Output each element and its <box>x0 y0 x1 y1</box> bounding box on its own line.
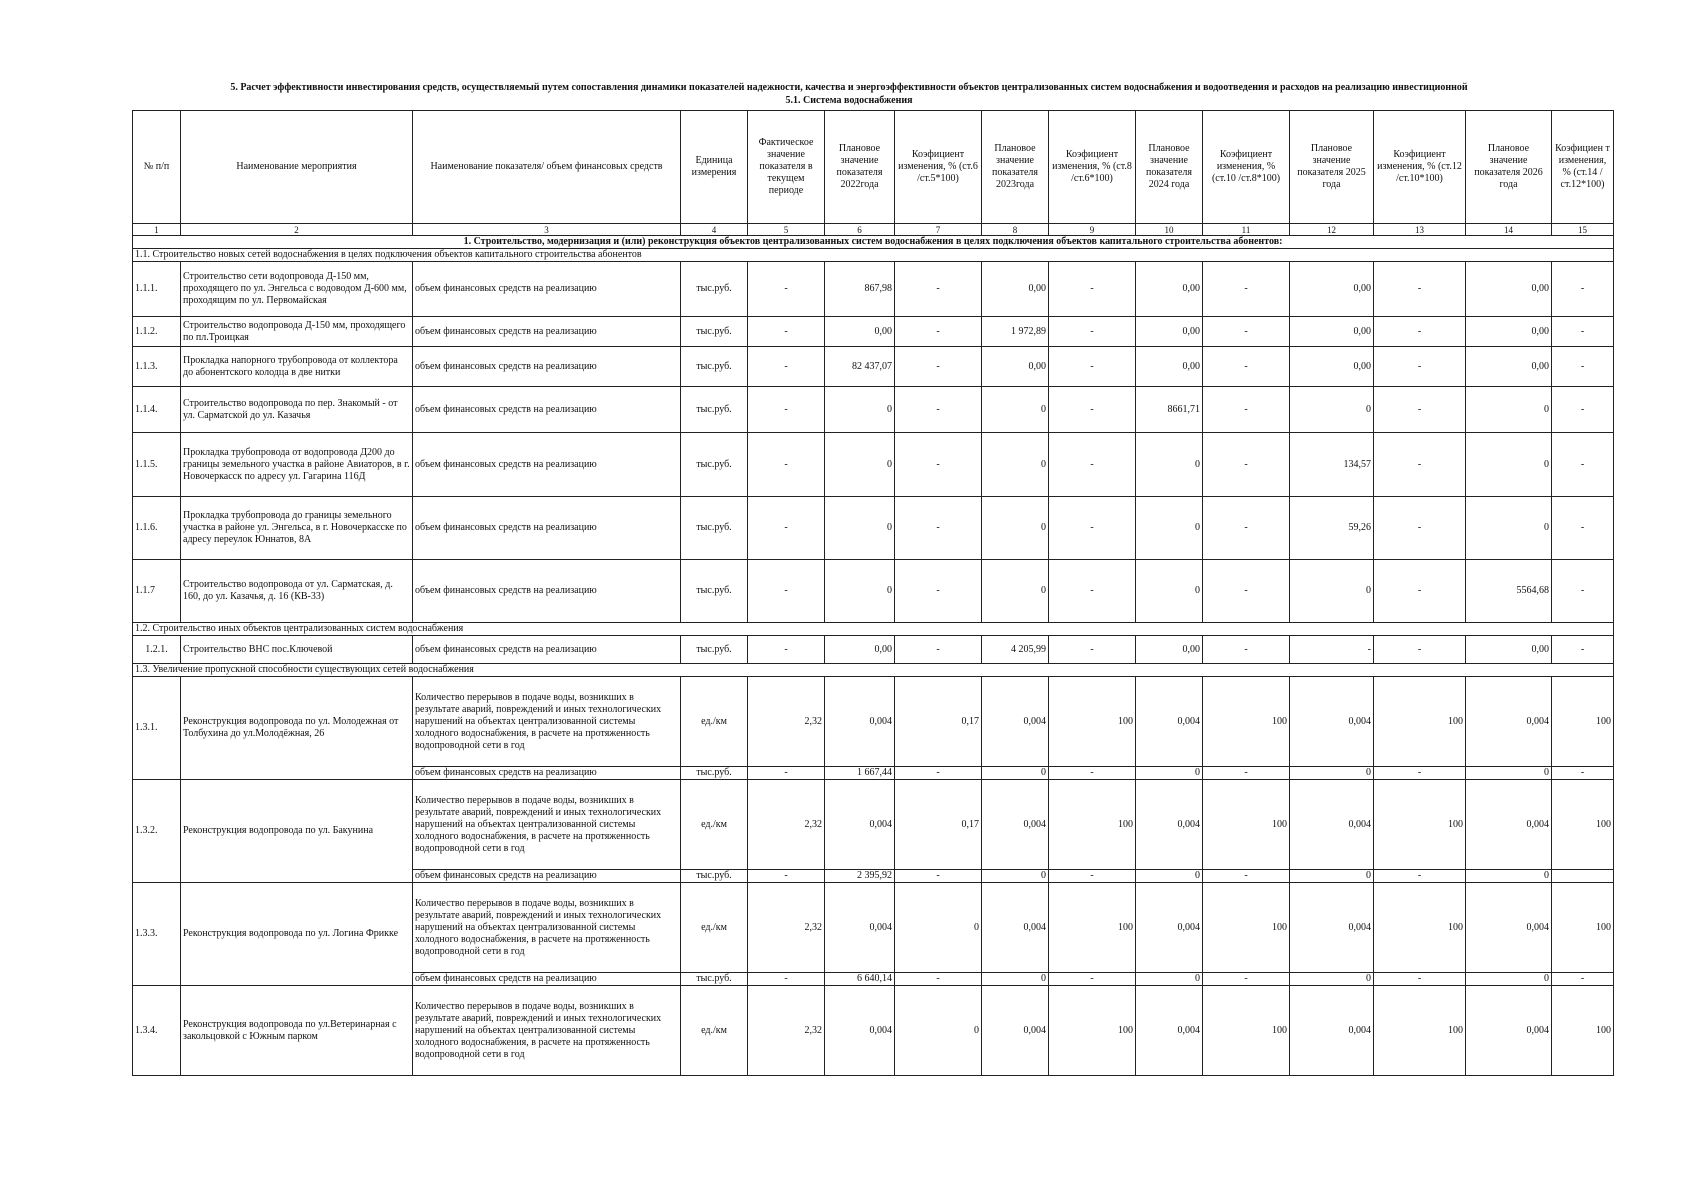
unit: тыс.руб. <box>681 262 748 317</box>
column-header: Коэфициен т изменения, % (ст.14 /ст.12*100) <box>1552 111 1614 224</box>
measure-name: Реконструкция водопровода по ул. Молодежная от Толбухина до ул.Молодёжная, 26 <box>181 677 413 780</box>
value-cell: 0 <box>1136 973 1203 986</box>
value-cell: 0 <box>982 973 1049 986</box>
value-cell: 0 <box>895 986 982 1076</box>
unit: ед./км <box>681 883 748 973</box>
measure-name: Реконструкция водопровода по ул.Ветеринарная с закольцовкой с Южным парком <box>181 986 413 1076</box>
value-cell: - <box>1374 973 1466 986</box>
value-cell: - <box>1552 767 1614 780</box>
section-subtitle: 5.1. Система водоснабжения <box>785 95 913 106</box>
value-cell: 100 <box>1203 883 1290 973</box>
unit: ед./км <box>681 780 748 870</box>
value-cell: - <box>1203 433 1290 497</box>
subsection-row <box>133 664 1614 677</box>
value-cell: - <box>1049 636 1136 664</box>
value-cell: 0,00 <box>1466 636 1552 664</box>
value-cell: 0,004 <box>1136 883 1203 973</box>
value-cell: 100 <box>1049 883 1136 973</box>
indicator-name: Количество перерывов в подаче воды, возникших в результате аварий, повреждений и иных технологических нарушений на объектах централизованной системы холодного водоснабжения, в расчете на протяженность водопроводной сети в год <box>413 883 681 973</box>
value-cell: 0,004 <box>1290 883 1374 973</box>
value-cell: 100 <box>1374 677 1466 767</box>
value-cell: 8661,71 <box>1136 387 1203 433</box>
value-cell: - <box>1374 767 1466 780</box>
value-cell: - <box>748 387 825 433</box>
subsection-row <box>133 249 1614 262</box>
measure-name: Прокладка напорного трубопровода от коллектора до абонентского колодца в две нитки <box>181 347 413 387</box>
measure-row <box>133 677 1614 767</box>
row-number: 1.1.3. <box>133 347 181 387</box>
value-cell: 0,004 <box>982 780 1049 870</box>
value-cell: 0,00 <box>1136 347 1203 387</box>
measure-name: Прокладка трубопровода от водопровода Д200 до границы земельного участка в районе Авиаторов, в г. Новочеркасск по адресу ул. Гагарина 116Д <box>181 433 413 497</box>
value-cell: - <box>1203 560 1290 623</box>
value-cell: - <box>1049 497 1136 560</box>
value-cell: - <box>1374 433 1466 497</box>
value-cell: 100 <box>1374 780 1466 870</box>
value-cell: 0,00 <box>1466 347 1552 387</box>
column-header: Наименование мероприятия <box>181 111 413 224</box>
value-cell: 0 <box>1466 870 1552 883</box>
value-cell: - <box>1203 767 1290 780</box>
row-number: 1.1.4. <box>133 387 181 433</box>
value-cell: - <box>1552 497 1614 560</box>
value-cell: 5564,68 <box>1466 560 1552 623</box>
value-cell: - <box>1552 433 1614 497</box>
value-cell: 0 <box>982 560 1049 623</box>
value-cell: 100 <box>1049 986 1136 1076</box>
value-cell: - <box>1552 262 1614 317</box>
value-cell: 0 <box>1136 560 1203 623</box>
value-cell: 2 395,92 <box>825 870 895 883</box>
value-cell: 100 <box>1374 883 1466 973</box>
measure-row <box>133 560 1614 623</box>
indicator-name: объем финансовых средств на реализацию <box>413 560 681 623</box>
value-cell: - <box>1049 767 1136 780</box>
value-cell: 0 <box>825 497 895 560</box>
value-cell: - <box>895 636 982 664</box>
value-cell: - <box>1203 262 1290 317</box>
value-cell: - <box>895 347 982 387</box>
value-cell: - <box>1374 387 1466 433</box>
unit: тыс.руб. <box>681 347 748 387</box>
measure-name: Строительство водопровода по пер. Знакомый - от ул. Сарматской до ул. Казачья <box>181 387 413 433</box>
unit: тыс.руб. <box>681 870 748 883</box>
value-cell: - <box>1203 347 1290 387</box>
value-cell: - <box>1374 636 1466 664</box>
measure-row <box>133 317 1614 347</box>
unit: тыс.руб. <box>681 560 748 623</box>
value-cell: 0,004 <box>825 677 895 767</box>
measure-name: Прокладка трубопровода до границы земельного участка в районе ул. Энгельса, в г. Новочеркасске по адресу переулок Юннатов, 8А <box>181 497 413 560</box>
column-header: Плановое значение показателя 2023года <box>982 111 1049 224</box>
value-cell: - <box>895 262 982 317</box>
column-header: Коэфициент изменения, % (ст.8 /ст.6*100) <box>1049 111 1136 224</box>
value-cell: 0 <box>1290 767 1374 780</box>
value-cell: 100 <box>1049 677 1136 767</box>
value-cell: - <box>895 870 982 883</box>
measure-name: Строительство водопровода Д-150 мм, проходящего по пл.Троицкая <box>181 317 413 347</box>
measure-row <box>133 986 1614 1076</box>
row-number: 1.3.1. <box>133 677 181 780</box>
column-header: Коэфициент изменения, % (ст.10 /ст.8*100) <box>1203 111 1290 224</box>
value-cell: 0 <box>895 883 982 973</box>
value-cell: 0 <box>982 497 1049 560</box>
column-header: Плановое значение показателя 2025 года <box>1290 111 1374 224</box>
value-cell: 0 <box>1136 433 1203 497</box>
column-number: 8 <box>982 224 1049 236</box>
value-cell: 0 <box>1136 870 1203 883</box>
column-number: 6 <box>825 224 895 236</box>
value-cell: - <box>1049 433 1136 497</box>
value-cell: 0,004 <box>1466 883 1552 973</box>
value-cell: 0,00 <box>1466 262 1552 317</box>
value-cell: - <box>1049 262 1136 317</box>
column-header: Коэфициент изменения, % (ст.12 /ст.10*100) <box>1374 111 1466 224</box>
unit: тыс.руб. <box>681 433 748 497</box>
value-cell: - <box>1203 636 1290 664</box>
value-cell: 100 <box>1049 780 1136 870</box>
value-cell: 100 <box>1552 986 1614 1076</box>
row-number: 1.1.7 <box>133 560 181 623</box>
indicator-name: Количество перерывов в подаче воды, возникших в результате аварий, повреждений и иных технологических нарушений на объектах централизованной системы холодного водоснабжения, в расчете на протяженность водопроводной сети в год <box>413 780 681 870</box>
value-cell: - <box>895 317 982 347</box>
value-cell: 0,004 <box>825 780 895 870</box>
value-cell: 0,004 <box>1136 986 1203 1076</box>
column-header: Плановое значение показателя 2022года <box>825 111 895 224</box>
value-cell: 100 <box>1203 677 1290 767</box>
value-cell: 1 972,89 <box>982 317 1049 347</box>
value-cell: 0,00 <box>1466 317 1552 347</box>
value-cell: 100 <box>1552 677 1614 767</box>
unit: тыс.руб. <box>681 497 748 560</box>
row-number: 1.1.1. <box>133 262 181 317</box>
value-cell: - <box>748 433 825 497</box>
indicator-name: объем финансовых средств на реализацию <box>413 433 681 497</box>
value-cell: - <box>1552 387 1614 433</box>
value-cell: 0,00 <box>825 636 895 664</box>
column-number: 11 <box>1203 224 1290 236</box>
value-cell: 2,32 <box>748 883 825 973</box>
value-cell: 0 <box>982 767 1049 780</box>
unit: тыс.руб. <box>681 387 748 433</box>
indicator-name: объем финансовых средств на реализацию <box>413 317 681 347</box>
row-number: 1.1.2. <box>133 317 181 347</box>
value-cell: 2,32 <box>748 986 825 1076</box>
value-cell <box>1552 870 1614 883</box>
measure-name: Строительство ВНС пос.Ключевой <box>181 636 413 664</box>
value-cell: 0 <box>982 387 1049 433</box>
column-header: Фактическое значение показателя в текущем периоде <box>748 111 825 224</box>
value-cell: 0,004 <box>982 883 1049 973</box>
value-cell: - <box>1374 317 1466 347</box>
indicator-name: объем финансовых средств на реализацию <box>413 262 681 317</box>
value-cell: 2,32 <box>748 677 825 767</box>
value-cell: - <box>1374 347 1466 387</box>
value-cell: 0,00 <box>1290 262 1374 317</box>
column-number: 13 <box>1374 224 1466 236</box>
value-cell: - <box>748 317 825 347</box>
value-cell: - <box>1374 497 1466 560</box>
column-number: 15 <box>1552 224 1614 236</box>
value-cell: 0,00 <box>1290 317 1374 347</box>
column-header: № п/п <box>133 111 181 224</box>
measure-row <box>133 497 1614 560</box>
row-number: 1.1.6. <box>133 497 181 560</box>
value-cell: 0,00 <box>982 262 1049 317</box>
value-cell: 0 <box>1466 973 1552 986</box>
value-cell: 1 667,44 <box>825 767 895 780</box>
row-number: 1.2.1. <box>133 636 181 664</box>
measure-row <box>133 347 1614 387</box>
value-cell: - <box>1552 317 1614 347</box>
indicator-name: объем финансовых средств на реализацию <box>413 870 681 883</box>
value-cell: - <box>1049 870 1136 883</box>
value-cell: 0,00 <box>1290 347 1374 387</box>
value-cell: - <box>748 636 825 664</box>
value-cell: 0,004 <box>1466 780 1552 870</box>
value-cell: - <box>1203 317 1290 347</box>
value-cell: 59,26 <box>1290 497 1374 560</box>
value-cell: - <box>1049 317 1136 347</box>
value-cell: 0,004 <box>1290 986 1374 1076</box>
column-number-row <box>133 224 1614 236</box>
unit: ед./км <box>681 986 748 1076</box>
value-cell: 100 <box>1552 780 1614 870</box>
value-cell: 0,00 <box>825 317 895 347</box>
column-number: 5 <box>748 224 825 236</box>
header-row <box>133 111 1614 224</box>
subsection-heading: 1.3. Увеличение пропускной способности существующих сетей водоснабжения <box>133 664 1614 677</box>
indicator-name: объем финансовых средств на реализацию <box>413 973 681 986</box>
value-cell: 100 <box>1203 780 1290 870</box>
value-cell: - <box>1552 560 1614 623</box>
section-row <box>133 236 1614 249</box>
value-cell: - <box>895 387 982 433</box>
value-cell: - <box>1290 636 1374 664</box>
value-cell: 4 205,99 <box>982 636 1049 664</box>
value-cell: 0,00 <box>1136 262 1203 317</box>
indicator-name: Количество перерывов в подаче воды, возникших в результате аварий, повреждений и иных технологических нарушений на объектах централизованной системы холодного водоснабжения, в расчете на протяженность водопроводной сети в год <box>413 677 681 767</box>
value-cell: 0 <box>1466 497 1552 560</box>
column-header: Плановое значение показателя 2026 года <box>1466 111 1552 224</box>
value-cell: 0,004 <box>1290 780 1374 870</box>
value-cell: - <box>748 262 825 317</box>
column-number: 7 <box>895 224 982 236</box>
value-cell: - <box>895 433 982 497</box>
subsection-heading: 1.2. Строительство иных объектов централизованных систем водоснабжения <box>133 623 1614 636</box>
column-header: Наименование показателя/ объем финансовых средств <box>413 111 681 224</box>
value-cell: - <box>895 973 982 986</box>
value-cell: 0 <box>1466 387 1552 433</box>
value-cell: - <box>748 347 825 387</box>
value-cell: - <box>1203 973 1290 986</box>
value-cell: - <box>1049 973 1136 986</box>
column-number: 10 <box>1136 224 1203 236</box>
value-cell: 0,17 <box>895 677 982 767</box>
column-header: Коэфициент изменения, % (ст.6 /ст.5*100) <box>895 111 982 224</box>
value-cell: 0,004 <box>1136 780 1203 870</box>
value-cell: 867,98 <box>825 262 895 317</box>
value-cell: 0 <box>1136 767 1203 780</box>
value-cell: 0,004 <box>1466 986 1552 1076</box>
value-cell: 0 <box>982 433 1049 497</box>
row-number: 1.3.2. <box>133 780 181 883</box>
value-cell: - <box>1049 387 1136 433</box>
section-heading: 1. Строительство, модернизация и (или) реконструкция объектов централизованных систем водоснабжения в целях подключения объектов капитального строительства абонентов: <box>133 236 1614 249</box>
row-number: 1.3.3. <box>133 883 181 986</box>
value-cell: - <box>1552 347 1614 387</box>
value-cell: - <box>1374 560 1466 623</box>
value-cell: 100 <box>1374 986 1466 1076</box>
document-title: 5. Расчет эффективности инвестирования средств, осуществляемый путем сопоставления динамики показателей надежности, качества и энергоэффективности объектов централизованных систем водоснабжения и водоотведения и расходов на реализацию инвестиционной <box>230 82 1468 93</box>
row-number: 1.1.5. <box>133 433 181 497</box>
value-cell: 0 <box>1466 767 1552 780</box>
value-cell: 0 <box>1290 560 1374 623</box>
value-cell: 0,00 <box>1136 636 1203 664</box>
value-cell: - <box>895 767 982 780</box>
value-cell: 0 <box>1290 870 1374 883</box>
value-cell: 100 <box>1203 986 1290 1076</box>
measure-row <box>133 433 1614 497</box>
value-cell: 0 <box>1290 387 1374 433</box>
value-cell: 100 <box>1552 883 1614 973</box>
efficiency-table <box>132 110 1614 1076</box>
value-cell: - <box>1374 262 1466 317</box>
measure-row <box>133 780 1614 870</box>
value-cell: 0 <box>1290 973 1374 986</box>
measure-name: Реконструкция водопровода по ул. Бакунина <box>181 780 413 883</box>
value-cell: - <box>1203 870 1290 883</box>
unit: тыс.руб. <box>681 973 748 986</box>
indicator-name: объем финансовых средств на реализацию <box>413 767 681 780</box>
measure-row <box>133 883 1614 973</box>
value-cell: - <box>748 497 825 560</box>
value-cell: 134,57 <box>1290 433 1374 497</box>
value-cell: - <box>895 497 982 560</box>
value-cell: 0,004 <box>1136 677 1203 767</box>
unit: тыс.руб. <box>681 317 748 347</box>
unit: тыс.руб. <box>681 636 748 664</box>
value-cell: - <box>748 870 825 883</box>
value-cell: - <box>1049 560 1136 623</box>
value-cell: 82 437,07 <box>825 347 895 387</box>
column-number: 12 <box>1290 224 1374 236</box>
column-number: 9 <box>1049 224 1136 236</box>
value-cell: 6 640,14 <box>825 973 895 986</box>
measure-name: Строительство сети водопровода Д-150 мм, проходящего по ул. Энгельса с водоводом Д-600 мм, проходящим по ул. Первомайская <box>181 262 413 317</box>
value-cell: 0 <box>825 560 895 623</box>
column-number: 4 <box>681 224 748 236</box>
measure-row <box>133 387 1614 433</box>
indicator-name: Количество перерывов в подаче воды, возникших в результате аварий, повреждений и иных технологических нарушений на объектах централизованной системы холодного водоснабжения, в расчете на протяженность водопроводной сети в год <box>413 986 681 1076</box>
value-cell: 0,00 <box>1136 317 1203 347</box>
measure-name: Реконструкция водопровода по ул. Логина Фрикке <box>181 883 413 986</box>
value-cell: - <box>895 560 982 623</box>
value-cell: - <box>1552 636 1614 664</box>
value-cell: 0 <box>825 433 895 497</box>
value-cell: - <box>1049 347 1136 387</box>
indicator-name: объем финансовых средств на реализацию <box>413 387 681 433</box>
measure-name: Строительство водопровода от ул. Сарматская, д. 160, до ул. Казачья, д. 16 (КВ-33) <box>181 560 413 623</box>
column-number: 3 <box>413 224 681 236</box>
column-header: Единица измерения <box>681 111 748 224</box>
indicator-name: объем финансовых средств на реализацию <box>413 497 681 560</box>
measure-row <box>133 262 1614 317</box>
value-cell: 0 <box>982 870 1049 883</box>
column-number: 2 <box>181 224 413 236</box>
value-cell: 0,004 <box>1290 677 1374 767</box>
column-number: 1 <box>133 224 181 236</box>
row-number: 1.3.4. <box>133 986 181 1076</box>
value-cell: 0 <box>1136 497 1203 560</box>
value-cell: - <box>748 560 825 623</box>
value-cell: 2,32 <box>748 780 825 870</box>
subsection-heading: 1.1. Строительство новых сетей водоснабжения в целях подключения объектов капитального строительства абонентов <box>133 249 1614 262</box>
subsection-row <box>133 623 1614 636</box>
value-cell: 0,004 <box>982 986 1049 1076</box>
value-cell: - <box>748 767 825 780</box>
value-cell: - <box>1552 973 1614 986</box>
value-cell: - <box>1203 387 1290 433</box>
value-cell: - <box>1374 870 1466 883</box>
value-cell: 0,004 <box>982 677 1049 767</box>
indicator-name: объем финансовых средств на реализацию <box>413 347 681 387</box>
column-header: Плановое значение показателя 2024 года <box>1136 111 1203 224</box>
value-cell: - <box>1203 497 1290 560</box>
unit: ед./км <box>681 677 748 767</box>
column-number: 14 <box>1466 224 1552 236</box>
value-cell: 0,17 <box>895 780 982 870</box>
value-cell: 0,00 <box>982 347 1049 387</box>
value-cell: 0,004 <box>1466 677 1552 767</box>
indicator-name: объем финансовых средств на реализацию <box>413 636 681 664</box>
unit: тыс.руб. <box>681 767 748 780</box>
value-cell: 0,004 <box>825 883 895 973</box>
value-cell: 0,004 <box>825 986 895 1076</box>
value-cell: 0 <box>1466 433 1552 497</box>
value-cell: - <box>748 973 825 986</box>
value-cell: 0 <box>825 387 895 433</box>
measure-row <box>133 636 1614 664</box>
